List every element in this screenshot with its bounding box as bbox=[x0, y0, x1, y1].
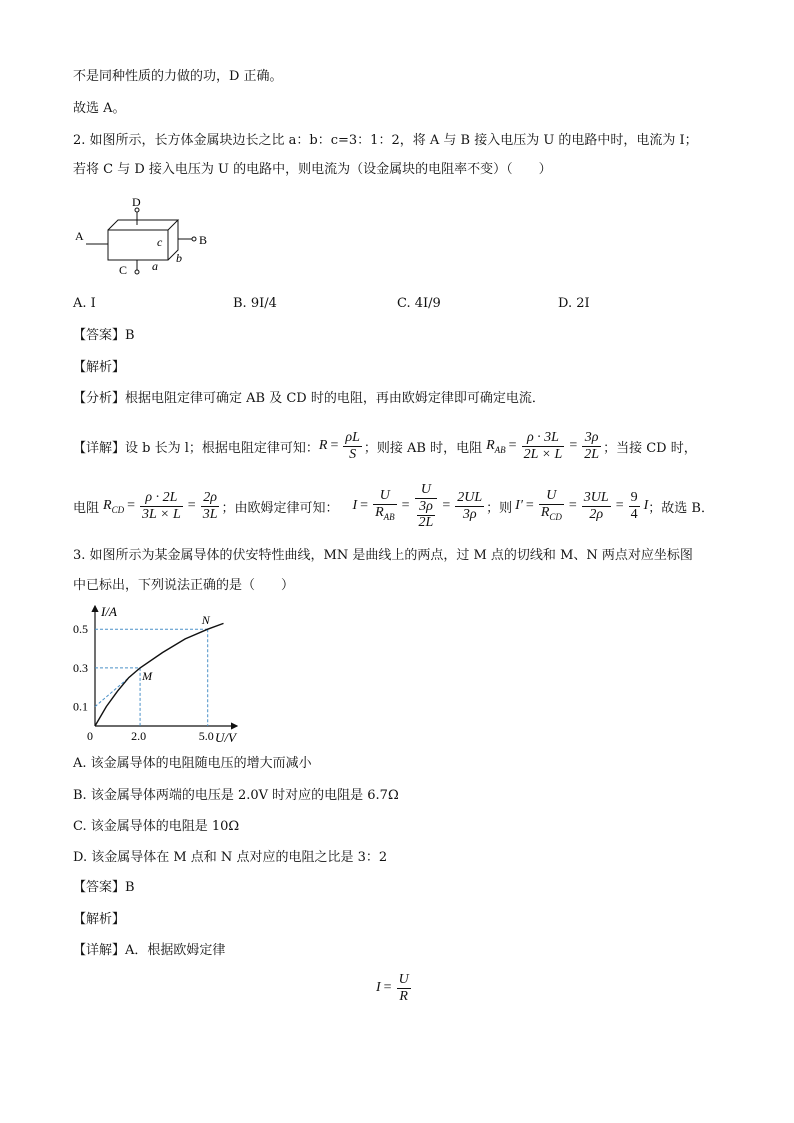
label-c: C bbox=[119, 263, 128, 277]
label-side-b: b bbox=[176, 251, 182, 265]
analysis-text: 【分析】根据电阻定律可确定 AB 及 CD 时的电阻，再由欧姆定律即可确定电流． bbox=[73, 391, 545, 406]
text-line: 故选 A。 bbox=[73, 101, 126, 116]
label-d: D bbox=[132, 195, 141, 209]
y-axis-label: I/A bbox=[101, 604, 117, 619]
answer-tag: 【答案】B bbox=[73, 328, 135, 343]
option-d[interactable]: D. 该金属导体在 M 点和 N 点对应的电阻之比是 3：2 bbox=[73, 850, 388, 865]
answer-tag: 【答案】B bbox=[73, 880, 135, 895]
label-a: A bbox=[75, 229, 84, 243]
option-d[interactable]: D. 2I bbox=[558, 296, 590, 311]
label-side-c: c bbox=[157, 235, 163, 249]
detail-line-1: 【详解】设 b 长为 l；根据电阻定律可知： R = $\frac{\rho L}{S}$ ；则接 AB 时，电阻 $R_{AB}$ = $\frac{\rho \cdot 3L}{2L \times L}$ = $\frac{3\rho}{2L}$ ；当接 CD 时， bbox=[73, 429, 697, 462]
x-tick-label: 5.0 bbox=[198, 729, 214, 743]
question-2-options bbox=[73, 296, 753, 314]
text-line: 不是同种性质的力做的功，D 正确。 bbox=[73, 69, 283, 84]
analysis-tag: 【解析】 bbox=[73, 912, 126, 927]
option-c[interactable]: C. 该金属导体的电阻是 10Ω bbox=[73, 819, 240, 834]
y-tick-label: 0.3 bbox=[73, 660, 88, 675]
ohm-law-formula: I = $\frac{U}{R}$ bbox=[376, 971, 409, 1004]
label-side-a: a bbox=[152, 259, 158, 273]
formula-result: $\frac{9}{4}$ bbox=[630, 489, 638, 522]
x-axis-label: U/V bbox=[215, 730, 236, 744]
detail-text: 【详解】A．根据欧姆定律 bbox=[73, 943, 226, 958]
option-c[interactable]: C. 4I/9 bbox=[397, 296, 441, 311]
option-a[interactable]: A. 该金属导体的电阻随电压的增大而减小 bbox=[73, 756, 312, 771]
question-2-text: 2. 如图所示，长方体金属块边长之比 a：b：c=3：1：2，将 A 与 B 接入电压为 U 的电路中时，电流为 I； bbox=[73, 133, 698, 148]
y-tick-label: 0.5 bbox=[73, 622, 88, 637]
question-3-text: 3. 如图所示为某金属导体的伏安特性曲线，MN 是曲线上的两点，过 M 点的切线和 M、N 两点对应坐标图 bbox=[73, 548, 693, 563]
cuboid-figure bbox=[70, 192, 220, 280]
label-b: B bbox=[199, 233, 208, 247]
option-b[interactable]: B. 该金属导体两端的电压是 2.0V 时对应的电阻是 6.7Ω bbox=[73, 788, 399, 803]
option-a[interactable]: A. I bbox=[73, 296, 96, 311]
x-tick-label: 0 bbox=[87, 729, 93, 743]
point-label-m: M bbox=[142, 668, 153, 683]
analysis-tag: 【解析】 bbox=[73, 360, 126, 375]
detail-line-2: 电阻 $R_{CD}$ = $\frac{\rho \cdot 2L}{3L \times L}$ = $\frac{2\rho}{3L}$ ；由欧姆定律可知： I = $\frac{U}{R_{AB}}$ = $\frac{U}{\frac{3\rho}{2L}}$ = $\frac{2UL}{3\rho}$ ；则 I′ = $\frac{U}{R_{CD}}$ = $\frac{3UL}{2\rho}$ = $\frac{9}{4}$ I ；故选 B． bbox=[73, 482, 714, 530]
iu-curve bbox=[95, 623, 224, 726]
iu-characteristic-chart bbox=[65, 602, 245, 744]
question-3-text: 中已标出，下列说法正确的是（ ） bbox=[73, 578, 295, 593]
formula-current-ab: $\frac{U}{\frac{3\rho}{2L}}$ bbox=[415, 482, 438, 530]
point-label-n: N bbox=[201, 613, 210, 628]
question-2-text: 若将 C 与 D 接入电压为 U 的电路中，则电流为（设金属块的电阻率不变）（ ） bbox=[73, 162, 552, 177]
y-tick-label: 0.1 bbox=[73, 699, 88, 714]
formula-rab: $\frac{\rho \cdot 3L}{2L \times L}$ bbox=[523, 429, 563, 462]
formula-rcd: $\frac{\rho \cdot 2L}{3L \times L}$ bbox=[142, 489, 181, 522]
option-b[interactable]: B. 9I/4 bbox=[233, 296, 277, 311]
formula-resistance-law: $\frac{\rho L}{S}$ bbox=[345, 429, 360, 462]
x-tick-label: 2.0 bbox=[131, 729, 147, 743]
